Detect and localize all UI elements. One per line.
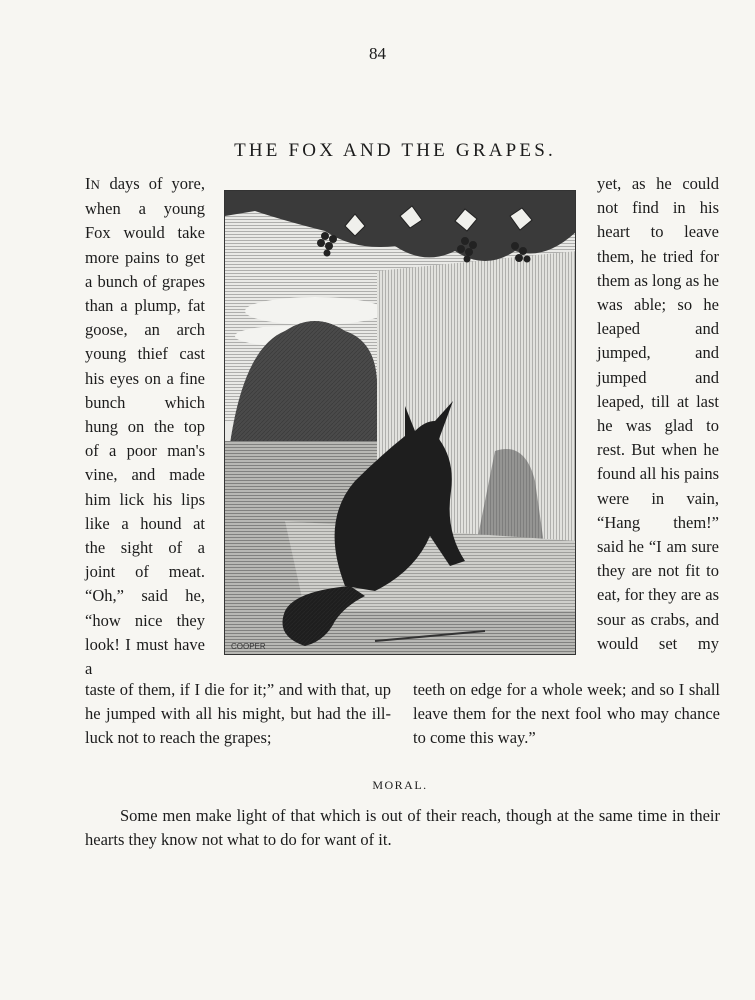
illustration-signature: COOPER — [231, 642, 266, 651]
moral-heading: MORAL. — [372, 778, 428, 792]
story-bottom-right — [413, 678, 720, 751]
story-left-column — [85, 172, 205, 681]
story-title: THE FOX AND THE GRAPES. — [234, 140, 556, 161]
bottom-right-text: teeth on edge for a whole week; and so I shall leave them for the next fool who may chance to come this way.” — [413, 680, 720, 748]
story-bottom-left — [85, 678, 391, 751]
page-number: 84 — [369, 44, 386, 63]
right-column-text: yet, as he could not find in his heart to leave them, he tried for them as long as he was able; so he leaped and jumped, and jumped and leaped, till at last he was glad to rest. But when he found all his pains were in vain, “Hang them!” said he “I am sure they are not fit to eat, for they are as sour as crabs, and would set my — [597, 174, 719, 653]
bottom-left-text: taste of them, if I die for it;” and with that, up he jumped with all his might, but had the ill-luck not to reach the grapes; — [85, 680, 391, 748]
story-right-column — [597, 172, 719, 656]
fox-illustration — [224, 190, 576, 655]
small-cap: N — [90, 177, 101, 192]
left-column-text: days of yore, when a young Fox would take more pains to get a bunch of grapes than a plump, fat goose, an arch young thief cast his eyes on a fine bunch which hung on the top of a poor man's vine, and made him lick his lips like a hound at the sight of a joint of meat. “Oh,” said he, “how nice they look! I must have a — [85, 174, 206, 679]
drop-cap: I — [85, 174, 91, 193]
moral-text: Some men make light of that which is out of their reach, though at the same time in their hearts they know not what to do for want of it. — [85, 806, 720, 850]
